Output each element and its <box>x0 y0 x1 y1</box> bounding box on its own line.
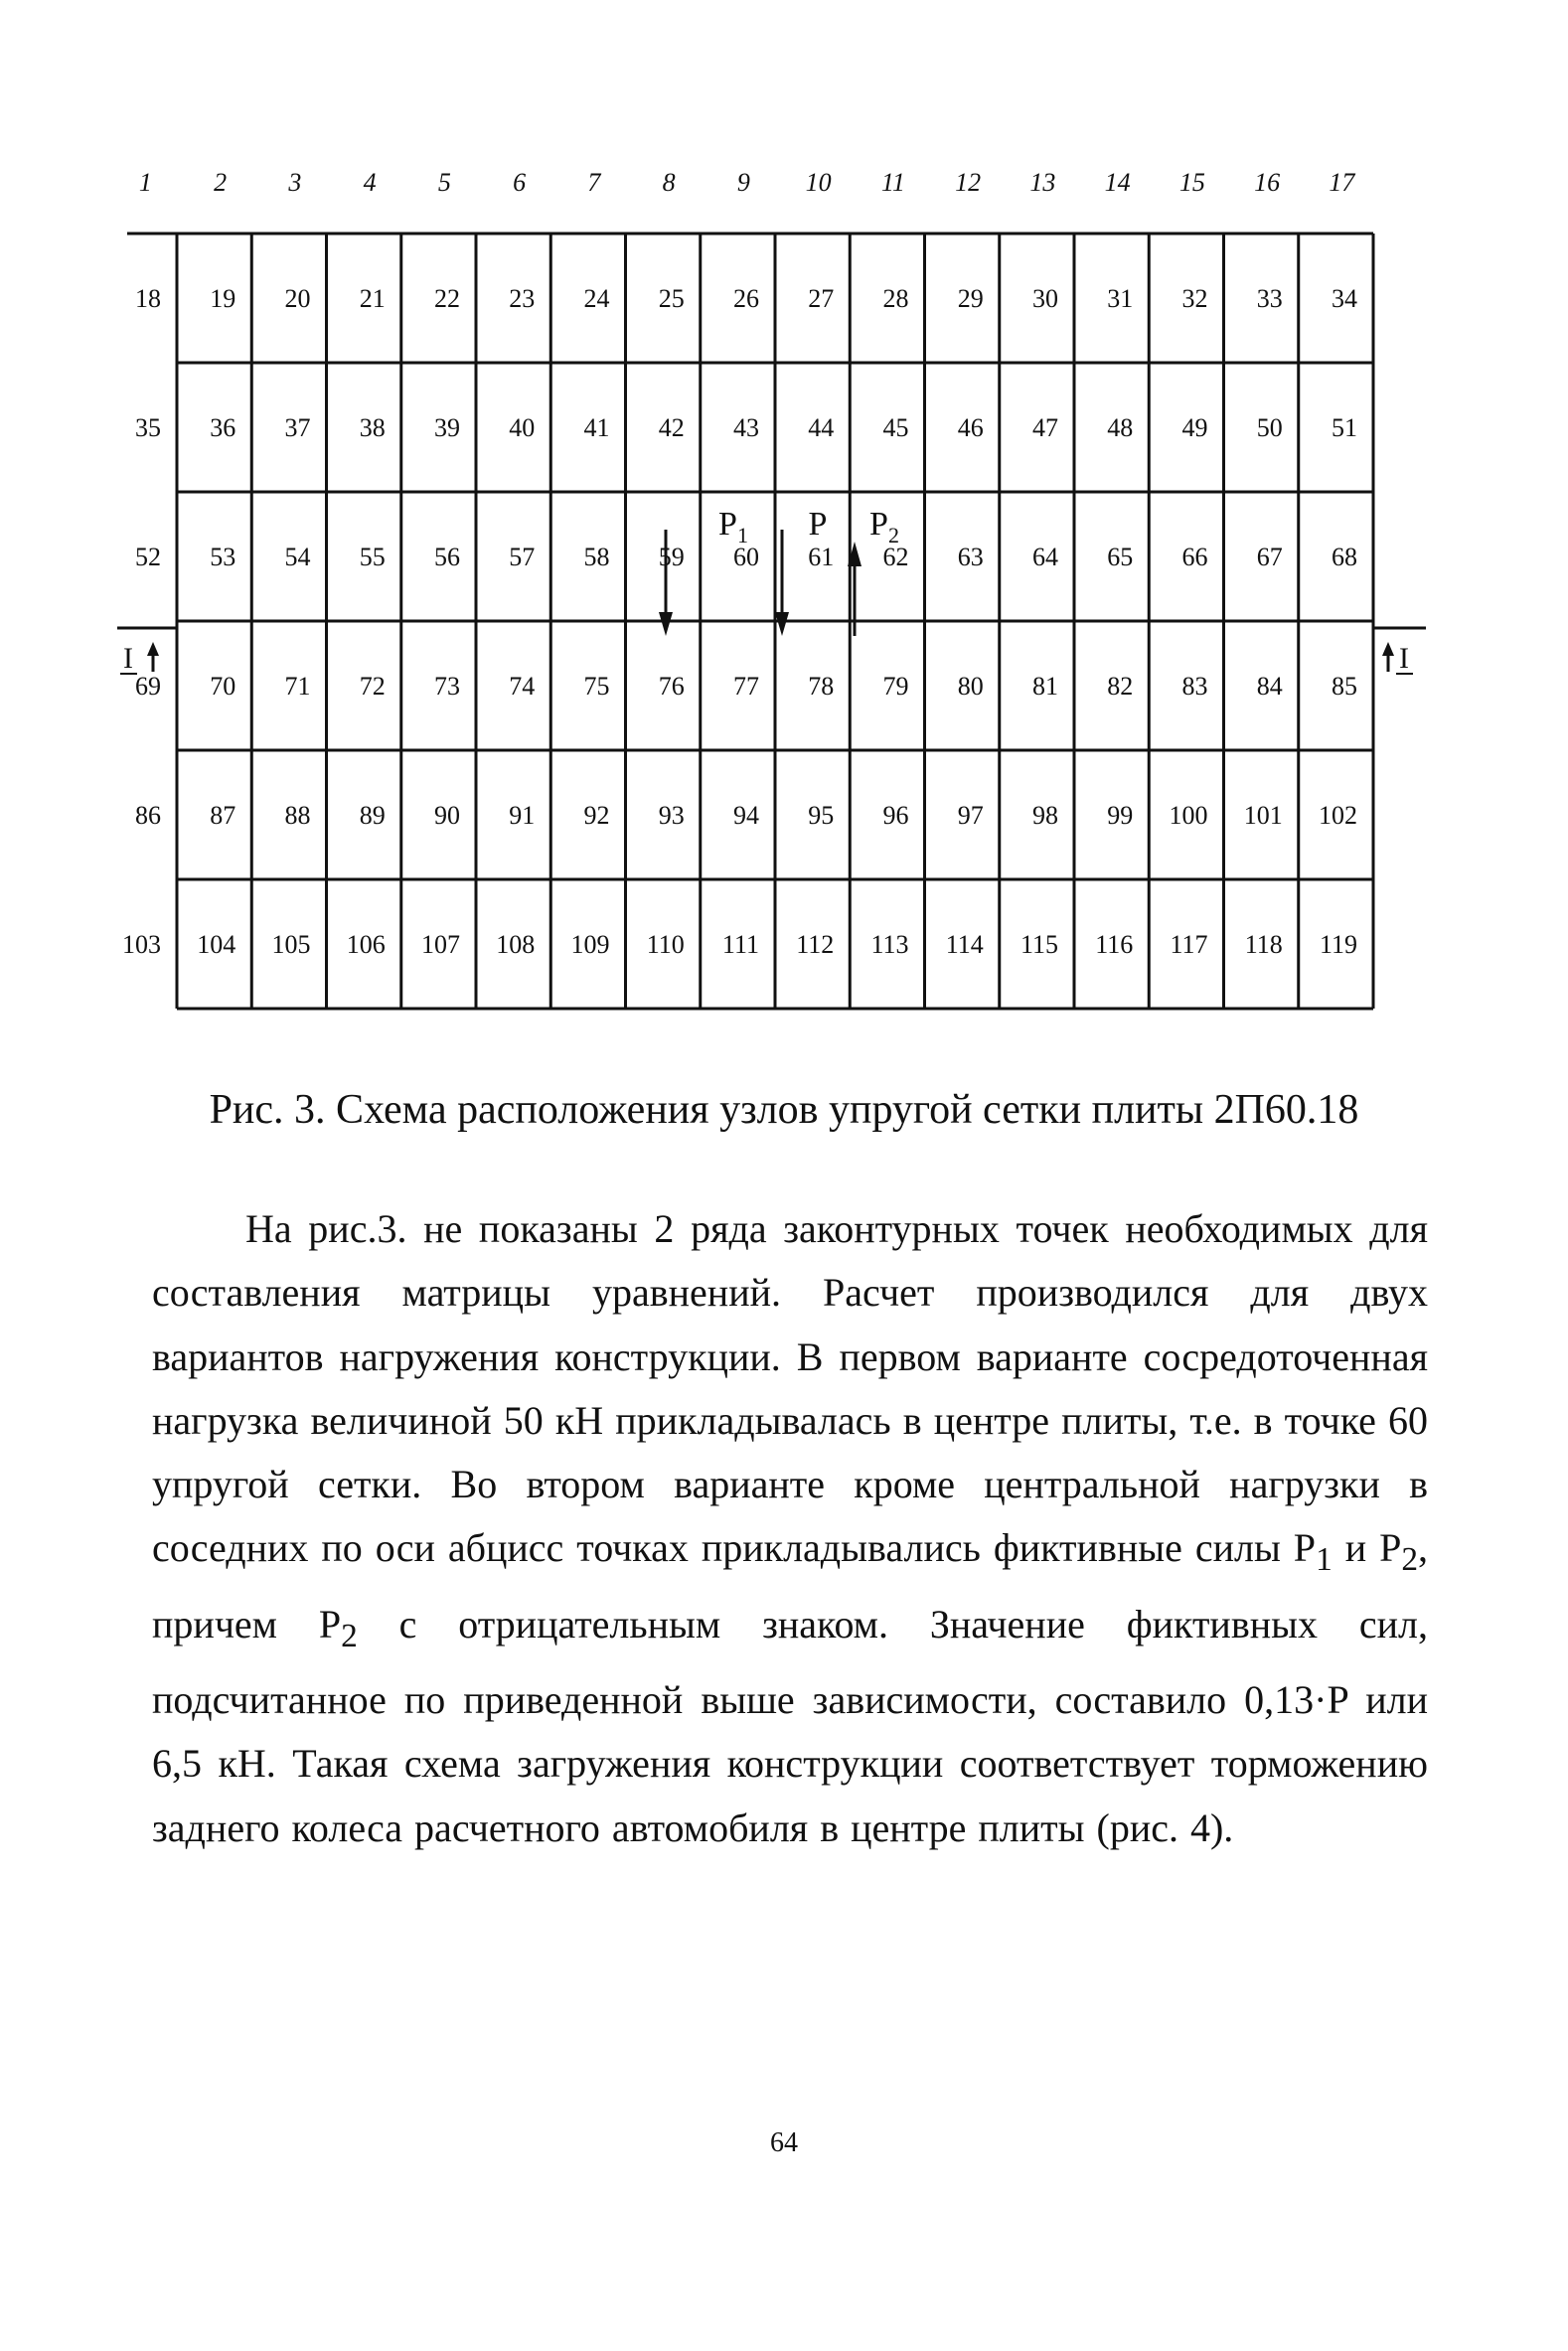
node-number: 70 <box>210 672 236 701</box>
node-number: 73 <box>434 672 460 701</box>
node-number: 28 <box>882 284 909 313</box>
node-number: 115 <box>1019 930 1058 959</box>
column-number: 16 <box>1254 168 1281 197</box>
node-number: 118 <box>1244 930 1283 959</box>
paragraph-text-part: На рис.3. не показаны 2 ряда законтурных точек необходимых для составления матрицы уравнений. Расчет производился для двух вариантов нагружения конструкции. В первом варианте сосредоточенная нагрузка величиной 50 кН прикладывалась в центре плиты, т.е. в точке 60 упругой сетки. Во втором варианте кроме центральной нагрузки в соседних по оси абцисс точках прикладывались фиктивные силы P <box>152 1206 1428 1571</box>
node-number: 84 <box>1256 672 1283 701</box>
node-number: 98 <box>1032 801 1058 830</box>
node-number: 82 <box>1107 672 1134 701</box>
node-number: 119 <box>1319 930 1357 959</box>
column-number: 12 <box>955 168 982 197</box>
node-number: 87 <box>210 801 236 830</box>
node-number: 76 <box>658 672 685 701</box>
figure-caption: Рис. 3. Схема расположения узлов упругой сетки плиты 2П60.18 <box>209 1087 1359 1133</box>
column-number: 7 <box>587 168 601 197</box>
node-number: 64 <box>1032 543 1058 571</box>
column-number-row <box>139 168 1356 197</box>
node-number: 53 <box>210 543 236 571</box>
force-arrows <box>659 506 899 636</box>
section-label-right: I <box>1399 642 1409 675</box>
node-number: 59 <box>658 543 685 571</box>
node-number: 97 <box>957 801 984 830</box>
column-number: 9 <box>736 168 750 197</box>
node-number: 65 <box>1107 543 1134 571</box>
node-number: 90 <box>434 801 460 830</box>
node-number: 69 <box>135 672 161 701</box>
node-number: 25 <box>658 284 685 313</box>
node-number: 107 <box>421 930 460 959</box>
node-number: 21 <box>359 284 386 313</box>
node-number: 80 <box>957 672 984 701</box>
subscript: 1 <box>1316 1541 1333 1579</box>
node-number: 34 <box>1332 284 1357 313</box>
node-number: 67 <box>1256 543 1283 571</box>
column-number: 8 <box>662 168 676 197</box>
node-number: 37 <box>284 413 311 442</box>
node-number: 94 <box>733 801 759 830</box>
node-number: 109 <box>570 930 610 959</box>
column-number: 17 <box>1329 168 1355 197</box>
node-number: 108 <box>496 930 536 959</box>
section-arrow-left-head <box>147 642 159 656</box>
node-number: 46 <box>957 413 984 442</box>
node-number: 36 <box>210 413 236 442</box>
node-number: 102 <box>1319 801 1357 830</box>
node-number: 22 <box>434 284 460 313</box>
node-number: 111 <box>721 930 759 959</box>
node-number: 30 <box>1032 284 1058 313</box>
node-number: 29 <box>957 284 984 313</box>
node-number: 24 <box>583 284 610 313</box>
node-number: 58 <box>583 543 610 571</box>
node-number: 95 <box>808 801 835 830</box>
node-number: 31 <box>1107 284 1134 313</box>
node-number: 110 <box>646 930 685 959</box>
node-number: 49 <box>1181 413 1208 442</box>
node-number: 112 <box>796 930 835 959</box>
column-number: 15 <box>1178 168 1205 197</box>
node-number: 91 <box>509 801 536 830</box>
column-number: 3 <box>288 168 302 197</box>
node-number: 45 <box>882 413 909 442</box>
node-number: 42 <box>658 413 685 442</box>
node-number: 105 <box>271 930 311 959</box>
node-number: 55 <box>359 543 386 571</box>
node-grid-figure <box>0 0 1568 1173</box>
paragraph-text-part: , причем P <box>152 1525 1428 1646</box>
force-p1-label: $P_1$ <box>718 506 748 548</box>
node-number: 103 <box>122 930 161 959</box>
node-number: 100 <box>1169 801 1208 830</box>
node-number: 104 <box>197 930 236 959</box>
node-number: 66 <box>1181 543 1208 571</box>
node-number: 40 <box>509 413 536 442</box>
paragraph-text-part: и P <box>1332 1525 1402 1571</box>
section-label-left: I <box>123 642 133 675</box>
column-number: 5 <box>437 168 451 197</box>
paragraph <box>152 1197 1428 1860</box>
node-number: 23 <box>509 284 536 313</box>
column-number: 10 <box>805 168 832 197</box>
node-number: 41 <box>583 413 610 442</box>
force-p-label: P <box>808 506 828 543</box>
force-p-arrowhead <box>775 612 789 636</box>
node-number: 68 <box>1332 543 1357 571</box>
node-number: 35 <box>135 413 161 442</box>
node-number: 75 <box>583 672 610 701</box>
node-number: 54 <box>284 543 311 571</box>
node-number: 60 <box>733 543 759 571</box>
column-number: 2 <box>214 168 228 197</box>
node-number: 86 <box>135 801 161 830</box>
node-number: 57 <box>509 543 536 571</box>
node-number: 113 <box>870 930 909 959</box>
subscript: 2 <box>341 1617 358 1654</box>
page-number: 64 <box>770 2127 798 2158</box>
node-number: 32 <box>1181 284 1208 313</box>
node-number: 117 <box>1170 930 1208 959</box>
node-number: 20 <box>284 284 311 313</box>
section-arrow-right-head <box>1382 642 1394 656</box>
node-number: 47 <box>1032 413 1058 442</box>
node-number: 93 <box>658 801 685 830</box>
section-markers <box>117 628 1426 675</box>
node-number: 77 <box>733 672 759 701</box>
node-number: 18 <box>135 284 161 313</box>
node-number: 85 <box>1332 672 1357 701</box>
node-number: 52 <box>135 543 161 571</box>
node-number: 96 <box>882 801 909 830</box>
node-number: 63 <box>957 543 984 571</box>
node-number: 44 <box>808 413 835 442</box>
node-number: 88 <box>284 801 311 830</box>
node-number: 101 <box>1243 801 1283 830</box>
force-p1-arrowhead <box>659 612 673 636</box>
column-number: 11 <box>880 168 905 197</box>
subscript: 2 <box>1401 1541 1418 1579</box>
node-number: 81 <box>1032 672 1058 701</box>
node-number: 19 <box>210 284 236 313</box>
node-number: 92 <box>583 801 610 830</box>
paragraph-text-part: с отрицательным знаком. Значение фиктивных сил, подсчитанное по приведенной выше зависимости, составило 0,13·P или 6,5 кН. Такая схема загружения конструкции соответствует торможению заднего колеса расчетного автомобиля в центре плиты (рис. 4). <box>152 1601 1428 1850</box>
body-text <box>152 1197 1428 1860</box>
node-number: 99 <box>1107 801 1134 830</box>
node-number: 38 <box>359 413 386 442</box>
node-number: 79 <box>882 672 909 701</box>
node-number: 71 <box>284 672 311 701</box>
column-number: 13 <box>1029 168 1056 197</box>
node-number: 56 <box>434 543 460 571</box>
node-number: 78 <box>808 672 835 701</box>
column-number: 14 <box>1104 168 1131 197</box>
node-number: 106 <box>346 930 386 959</box>
node-number: 72 <box>359 672 386 701</box>
node-number: 27 <box>808 284 835 313</box>
node-number: 26 <box>733 284 759 313</box>
node-number: 62 <box>882 543 909 571</box>
node-number: 61 <box>808 543 835 571</box>
node-number: 89 <box>359 801 386 830</box>
node-number: 50 <box>1256 413 1283 442</box>
node-number: 43 <box>733 413 759 442</box>
column-number: 4 <box>363 168 377 197</box>
node-number: 114 <box>945 930 984 959</box>
node-number: 39 <box>434 413 460 442</box>
node-number: 51 <box>1332 413 1357 442</box>
node-number: 74 <box>509 672 536 701</box>
column-number: 6 <box>513 168 527 197</box>
node-number: 116 <box>1095 930 1134 959</box>
node-number: 48 <box>1107 413 1134 442</box>
grid-lines <box>127 234 1373 1009</box>
column-number: 1 <box>138 168 152 197</box>
node-number: 83 <box>1181 672 1208 701</box>
node-number: 33 <box>1256 284 1283 313</box>
force-p2-label: $P_2$ <box>869 506 899 548</box>
